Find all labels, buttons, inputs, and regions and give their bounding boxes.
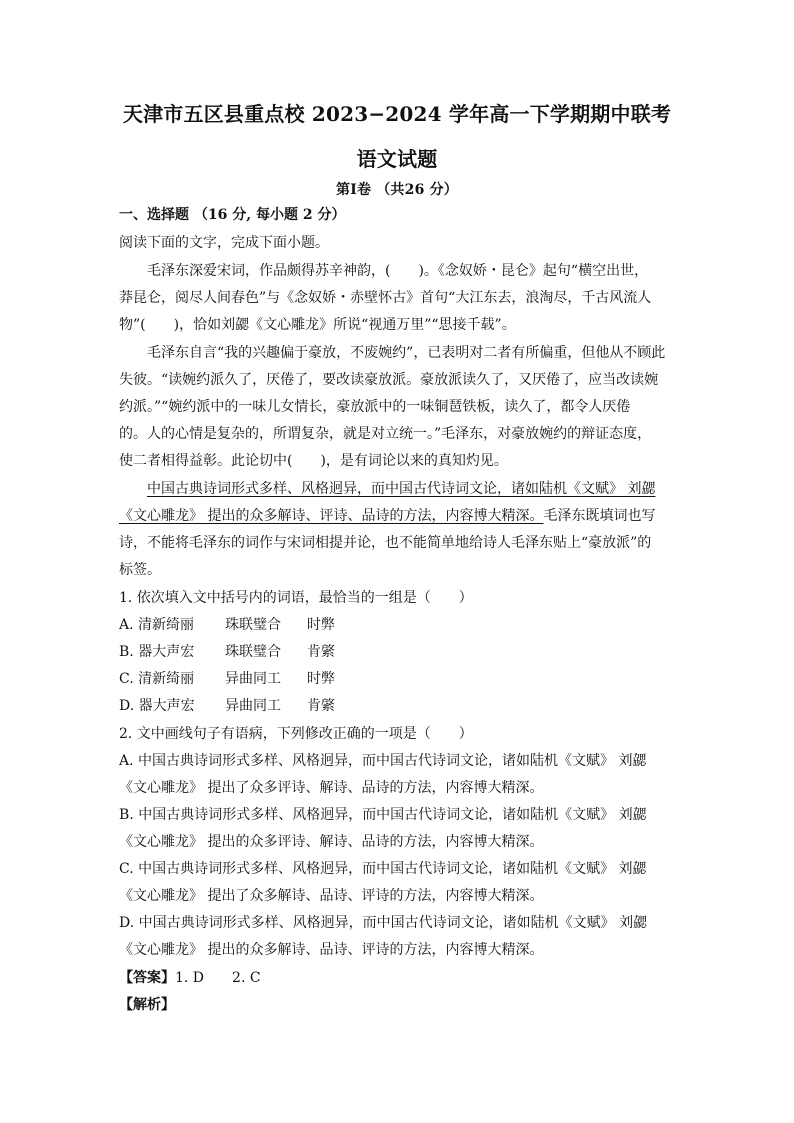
passage-p1-line2: 莽昆仑，阅尽人间春色”与《念奴娇・赤壁怀古》首句“大江东去，浪淘尽，千古风流人 — [119, 290, 652, 306]
passage-p2-line3: 约派。”“婉约派中的一味儿女情长，豪放派中的一味铜琶铁板，读久了，都令人厌倦 — [119, 399, 631, 415]
answer-value: 1. D 2. C — [175, 970, 261, 986]
question-2-option-d-line1: D. 中国古典诗词形式多样、风格迥异，而中国古代诗词文论，诸如陆机《文赋》 刘勰 — [119, 915, 648, 931]
analysis-label: 【解析】 — [119, 997, 175, 1013]
part-label: 第Ⅰ卷 （共26 分） — [336, 182, 458, 198]
question-2-option-d-line2: 《文心雕龙》 提出的众多解诗、品诗、评诗的方法，内容博大精深。 — [119, 942, 544, 958]
question-1-option-b: B. 器大声宏 珠联璧合 肯綮 — [119, 644, 335, 660]
passage-p2-line4: 的。人的心情是复杂的，所谓复杂，就是对立统一。”毛泽东，对豪放婉约的辩证态度， — [119, 426, 652, 442]
passage-p1-line1: 毛泽东深爱宋词，作品颇得苏辛神韵，( )。《念奴娇・昆仑》起句“横空出世， — [147, 263, 649, 279]
question-2-option-a-line1: A. 中国古典诗词形式多样、风格迥异，而中国古代诗词文论，诸如陆机《文赋》 刘勰 — [119, 753, 647, 769]
question-1-option-a: A. 清新绮丽 珠联璧合 时弊 — [119, 617, 335, 633]
exam-title: 天津市五区县重点校 2023−2024 学年高一下学期期中联考 — [122, 102, 672, 126]
answer-line — [119, 969, 679, 987]
underlined-sentence-part1: 中国古典诗词形式多样、风格迥异，而中国古代诗词文论，诸如陆机《文赋》 刘勰 — [147, 481, 656, 497]
underlined-sentence-part2: 《文心雕龙》 提出的众多解诗、评诗、品诗的方法，内容博大精深。 — [119, 508, 544, 524]
passage-p3-line2-rest: 毛泽东既填词也写 — [543, 508, 656, 524]
passage-p3-line1 — [147, 480, 679, 498]
question-2-option-b-line1: B. 中国古典诗词形式多样、风格迥异，而中国古代诗词文论，诸如陆机《文赋》 刘勰 — [119, 807, 647, 823]
exam-subject-title: 语文试题 — [356, 147, 438, 171]
passage-p3-line4: 标签。 — [119, 562, 161, 578]
answer-label: 【答案】 — [119, 970, 175, 986]
passage-p2-line5: 使二者相得益彰。此论切中( )，是有词论以来的真知灼见。 — [119, 453, 508, 469]
passage-p2-line2: 失彼。“读婉约派久了，厌倦了，要改读豪放派。豪放派读久了，又厌倦了，应当改读婉 — [119, 372, 659, 388]
question-2-option-c-line2: 《文心雕龙》 提出了众多解诗、品诗、评诗的方法，内容博大精深。 — [119, 888, 544, 904]
passage-p3-line2 — [119, 507, 679, 525]
question-2-option-b-line2: 《文心雕龙》 提出的众多评诗、解诗、品诗的方法，内容博大精深。 — [119, 834, 544, 850]
passage-p3-line3: 诗，不能将毛泽东的词作与宋词相提并论，也不能简单地给诗人毛泽东贴上“豪放派”的 — [119, 535, 652, 551]
question-2-stem: 2. 文中画线句子有语病，下列修改正确的一项是（ ） — [119, 726, 473, 742]
section-heading: 一、选择题 （16 分, 每小题 2 分） — [119, 207, 346, 223]
reading-instruction: 阅读下面的文字，完成下面小题。 — [119, 235, 329, 251]
question-2-option-a-line2: 《文心雕龙》 提出了众多评诗、解诗、品诗的方法，内容博大精深。 — [119, 780, 544, 796]
question-1-option-c: C. 清新绮丽 异曲同工 时弊 — [119, 671, 335, 687]
question-1-option-d: D. 器大声宏 异曲同工 肯綮 — [119, 698, 335, 714]
passage-p1-line3: 物”( )，恰如刘勰《文心雕龙》所说“视通万里”“思接千载”。 — [119, 317, 516, 333]
question-2-option-c-line1: C. 中国古典诗词形式多样、风格迥异，而中国古代诗词文论，诸如陆机《文赋》 刘勰 — [119, 861, 647, 877]
question-1-stem: 1. 依次填入文中括号内的词语，最恰当的一组是（ ） — [119, 590, 473, 606]
passage-p2-line1: 毛泽东自言“我的兴趣偏于豪放，不废婉约”，已表明对二者有所偏重，但他从不顾此 — [147, 345, 666, 361]
